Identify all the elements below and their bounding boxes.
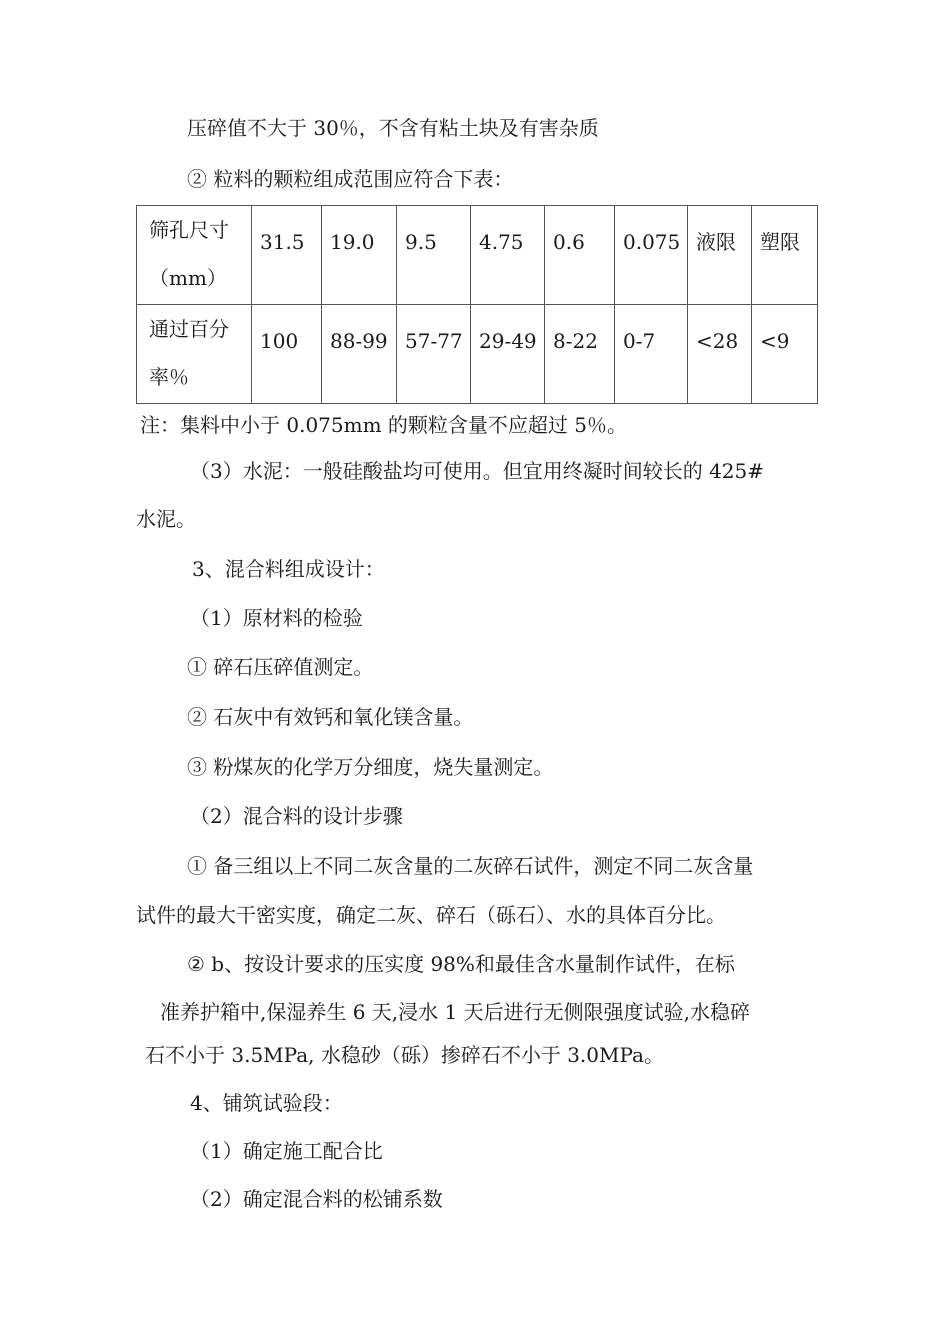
paragraph-crush-value: 压碎值不大于 30％，不含有粘土块及有害杂质 (187, 116, 599, 140)
table-cell: 9.5 (397, 206, 471, 305)
table-cell: 0.6 (545, 206, 615, 305)
gradation-table (136, 205, 818, 404)
paragraph-step-1b: 试件的最大干密实度，确定二灰、碎石（砾石）、水的具体百分比。 (136, 903, 726, 927)
paragraph-cement-1: （3）水泥：一般硅酸盐均可使用。但宜用终凝时间较长的 425# (190, 459, 765, 483)
table-note: 注：集料中小于 0.075mm 的颗粒含量不应超过 5％。 (140, 413, 627, 437)
table-row-header (137, 305, 252, 404)
paragraph-step-2a: ② b、按设计要求的压实度 98%和最佳含水量制作试件，在标 (187, 952, 735, 976)
section-heading-mix-design: 3、混合料组成设计： (192, 557, 385, 581)
paragraph-cement-2: 水泥。 (136, 507, 196, 531)
paragraph-gradation-intro: ② 粒料的颗粒组成范围应符合下表： (187, 167, 514, 191)
table-cell: 57-77 (397, 305, 471, 404)
table-cell: 塑限 (752, 206, 818, 305)
table-cell: 8-22 (545, 305, 615, 404)
paragraph-step-2b: 准养护箱中,保湿养生 6 天,浸水 1 天后进行无侧限强度试验,水稳碎 (160, 1000, 750, 1024)
subsection-construction-ratio: （1）确定施工配合比 (190, 1139, 383, 1163)
table-cell: 100 (252, 305, 322, 404)
table-cell: 4.75 (471, 206, 545, 305)
sieve-size-unit: （mm） (149, 266, 227, 290)
passing-percent-unit: 率％ (149, 365, 189, 389)
paragraph-step-2c: 石不小于 3.5MPa, 水稳砂（砾）掺碎石不小于 3.0MPa。 (145, 1043, 664, 1067)
list-item: ② 石灰中有效钙和氧化镁含量。 (187, 705, 474, 729)
table-cell: 31.5 (252, 206, 322, 305)
table-cell: <28 (688, 305, 752, 404)
paragraph-step-1a: ① 备三组以上不同二灰含量的二灰碎石试件，测定不同二灰含量 (187, 854, 754, 878)
table-row (137, 305, 818, 404)
list-item: ③ 粉煤灰的化学万分细度，烧失量测定。 (187, 755, 554, 779)
subsection-material-testing: （1）原材料的检验 (190, 606, 363, 630)
table-cell: <9 (752, 305, 818, 404)
subsection-loose-coefficient: （2）确定混合料的松铺系数 (190, 1187, 443, 1211)
table-row (137, 206, 818, 305)
table-cell: 29-49 (471, 305, 545, 404)
table-cell: 0.075 (615, 206, 688, 305)
table-cell: 19.0 (322, 206, 397, 305)
table-row-header (137, 206, 252, 305)
list-item: ① 碎石压碎值测定。 (187, 655, 374, 679)
sieve-size-label: 筛孔尺寸 (149, 218, 229, 242)
table-cell: 0-7 (615, 305, 688, 404)
table-cell: 液限 (688, 206, 752, 305)
section-heading-trial-section: 4、铺筑试验段： (190, 1091, 343, 1115)
subsection-design-steps: （2）混合料的设计步骤 (190, 804, 403, 828)
table-cell: 88-99 (322, 305, 397, 404)
passing-percent-label: 通过百分 (149, 317, 229, 341)
